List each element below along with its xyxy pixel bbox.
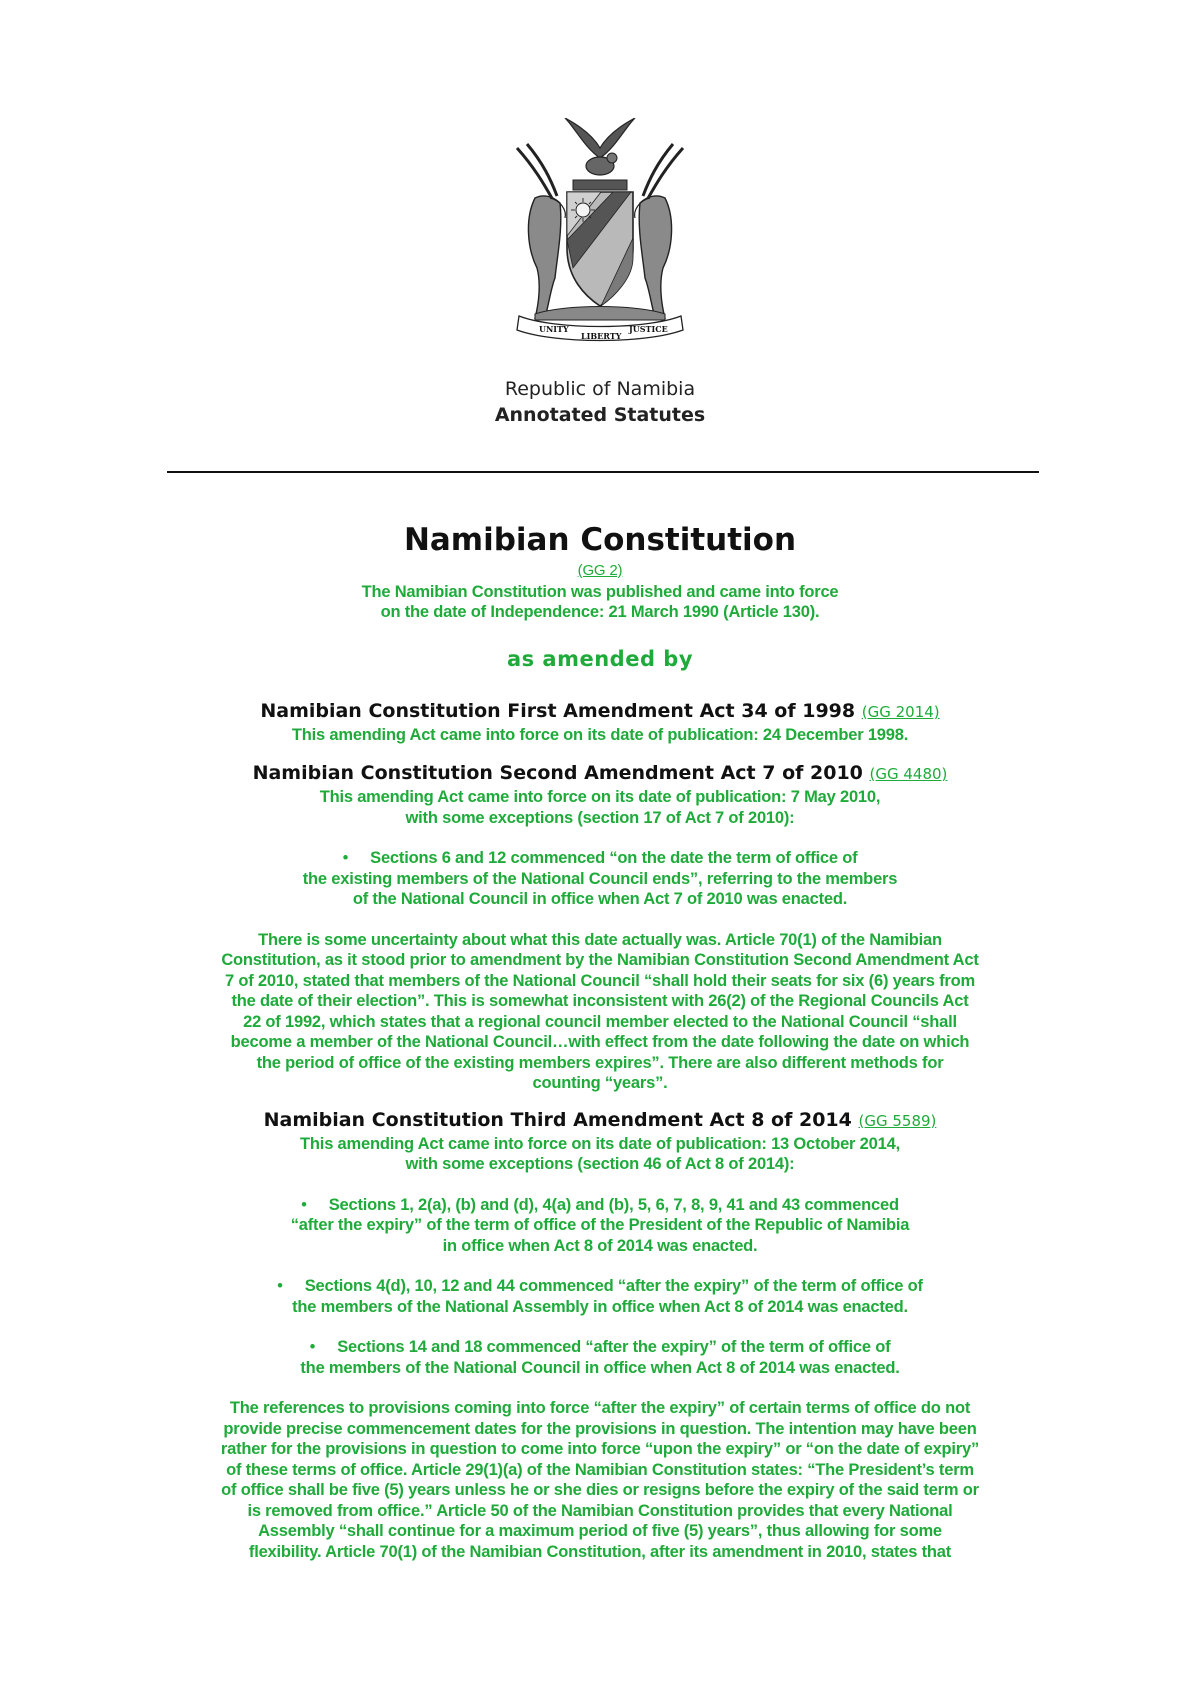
publisher-line-1: Republic of Namibia	[504, 378, 696, 400]
exception-bullet	[160, 1276, 1040, 1317]
intro-line-1: The Namibian Constitution was published and came into force	[361, 582, 839, 601]
note-line: Constitution, as it stood prior to amendment by the Namibian Constitution Second Amendment Act	[221, 951, 979, 969]
bullet-dot-icon: •	[277, 1277, 283, 1295]
editorial-note	[160, 930, 1040, 1094]
motto-justice: JUSTICE	[629, 324, 668, 334]
act-gazette-link[interactable]: (GG 4480)	[869, 765, 948, 783]
motto-unity: UNITY	[539, 324, 569, 334]
document-body	[160, 520, 1040, 1562]
exception-bullet	[160, 848, 1040, 910]
coat-of-arms-emblem	[505, 118, 695, 346]
bullet-line: the members of the National Council in office when Act 8 of 2014 was enacted.	[300, 1358, 900, 1377]
bullet-line	[160, 1195, 1040, 1216]
note-line: There is some uncertainty about what this date actually was. Article 70(1) of the Namibian	[258, 930, 942, 949]
bullet-text: Sections 1, 2(a), (b) and (d), 4(a) and (b), 5, 6, 7, 8, 9, 41 and 43 commenced	[328, 1195, 899, 1214]
bullet-line: the existing members of the National Council ends”, referring to the members	[302, 869, 898, 888]
publisher-line-2: Annotated Statutes	[494, 404, 706, 426]
bullet-dot-icon: •	[342, 849, 349, 867]
act-commencement-line: with some exceptions (section 17 of Act 7 of 2010):	[405, 808, 795, 827]
act-heading	[160, 1108, 1040, 1134]
bullet-line	[160, 848, 1040, 869]
note-line: of office shall be five (5) years unless he or she dies or resigns before the expiry of the said term or	[221, 1481, 979, 1499]
note-line: the date of their election”. This is somewhat inconsistent with 26(2) of the Regional Councils Act	[231, 992, 969, 1010]
note-line: of these terms of office. Article 29(1)(a) of the Namibian Constitution states: “The President’s term	[226, 1460, 974, 1479]
note-line: rather for the provisions in question to come into force “upon the expiry” or “on the date of expiry”	[220, 1440, 980, 1458]
bullet-line: of the National Council in office when Act 7 of 2010 was enacted.	[352, 890, 848, 908]
exception-bullet	[160, 1337, 1040, 1378]
act-commencement-line: with some exceptions (section 46 of Act 8 of 2014):	[405, 1155, 795, 1173]
act-heading-text: Namibian Constitution Third Amendment Act 8 of 2014	[263, 1108, 852, 1131]
bullet-line: the members of the National Assembly in office when Act 8 of 2014 was enacted.	[292, 1297, 908, 1316]
act-commencement-line: This amending Act came into force on its date of publication: 7 May 2010,	[319, 788, 881, 806]
note-line: flexibility. Article 70(1) of the Namibian Constitution, after its amendment in 2010, states that	[248, 1542, 952, 1561]
bullet-dot-icon: •	[301, 1195, 307, 1214]
bullet-text: Sections 6 and 12 commenced “on the date the term of office of	[370, 849, 858, 867]
act-gazette-link[interactable]: (GG 5589)	[858, 1111, 937, 1130]
bullet-line	[160, 1337, 1040, 1358]
amended-by-heading: as amended by	[506, 646, 694, 671]
act-heading	[160, 761, 1040, 787]
bullet-text: Sections 14 and 18 commenced “after the expiry” of the term of office of	[337, 1338, 891, 1356]
bullet-line: in office when Act 8 of 2014 was enacted.	[442, 1236, 758, 1255]
note-line: 22 of 1992, which states that a regional council member elected to the National Council “shall	[243, 1012, 957, 1031]
act-commencement-line: This amending Act came into force on its date of publication: 13 October 2014,	[300, 1134, 900, 1153]
act-heading-text: Namibian Constitution First Amendment Act 34 of 1998	[260, 699, 856, 722]
note-line: The references to provisions coming into force “after the expiry” of certain terms of office do not	[229, 1399, 971, 1417]
note-line: provide precise commencement dates for the provisions in question. The intention may have been	[223, 1419, 977, 1438]
note-line: is removed from office.” Article 50 of the Namibian Constitution provides that every National	[247, 1501, 953, 1520]
note-line: 7 of 2010, stated that members of the National Council “shall hold their seats for six (6) years from	[225, 971, 975, 990]
note-line: counting “years”.	[532, 1074, 668, 1092]
bullet-text: Sections 4(d), 10, 12 and 44 commenced “after the expiry” of the term of office of	[304, 1277, 923, 1295]
gazette-reference	[160, 560, 1040, 582]
act-heading	[160, 699, 1040, 725]
note-line: become a member of the National Council…with effect from the date following the date on which	[230, 1033, 970, 1051]
exception-bullet	[160, 1195, 1040, 1257]
editorial-note	[160, 1398, 1040, 1562]
gazette-link[interactable]: (GG 2)	[577, 562, 623, 579]
document-title: Namibian Constitution	[403, 522, 797, 558]
act-commencement-line: This amending Act came into force on its date of publication: 24 December 1998.	[291, 725, 909, 744]
act-heading-text: Namibian Constitution Second Amendment Act 7 of 2010	[252, 762, 863, 784]
note-line: the period of office of the existing members expires”. There are also different methods for	[256, 1053, 944, 1072]
note-line: Assembly “shall continue for a maximum period of five (5) years”, thus allowing for some	[258, 1522, 942, 1540]
horizontal-divider	[167, 471, 1039, 473]
act-gazette-link[interactable]: (GG 2014)	[861, 702, 940, 721]
bullet-line	[160, 1276, 1040, 1297]
bullet-line: “after the expiry” of the term of office of the President of the Republic of Namibia	[290, 1216, 910, 1234]
bullet-dot-icon: •	[309, 1338, 316, 1356]
motto-liberty: LIBERTY	[581, 331, 622, 341]
intro-line-2: on the date of Independence: 21 March 1990 (Article 130).	[380, 603, 820, 621]
